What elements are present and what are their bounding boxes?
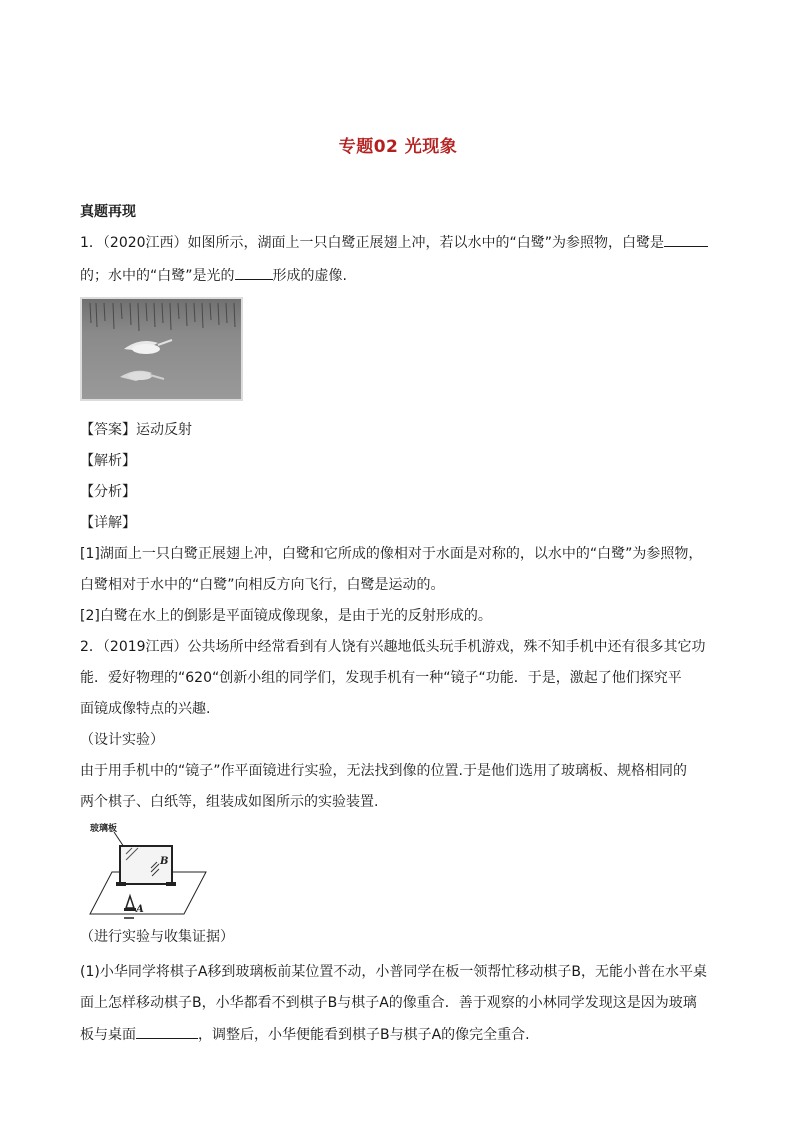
q2-design-heading: （设计实验） [80, 732, 164, 748]
q1-blank-1 [664, 232, 708, 247]
egret-photo [80, 297, 243, 401]
document-page [80, 0, 716, 1123]
q1-detail-2: [2]白鹭在水上的倒影是平面镜成像现象，是由于光的反射形成的。 [80, 608, 492, 624]
glass-stand-left [116, 882, 126, 886]
piece-b-label: B [160, 856, 169, 867]
piece-a-label: A [136, 904, 144, 915]
q2-step1-c-text-1: 板与桌面 [80, 1027, 136, 1043]
q2-step1-b: 面上怎样移动棋子B，小华都看不到棋子B与棋子A的像重合．善于观察的小林同学发现这是因为玻璃 [80, 995, 697, 1011]
q1-analysis-tag: 【解析】 [80, 453, 136, 469]
q2-step1-c [80, 1024, 716, 1045]
q1-detail-tag: 【详解】 [80, 515, 136, 531]
q1-detail-1b: 白鹭相对于水中的“白鹭”向相反方向飞行，白鹭是运动的。 [80, 577, 445, 593]
q2-line-1: 2．（2019江西）公共场所中经常看到有人饶有兴趣地低头玩手机游戏，殊不知手机中还有很多其它功 [80, 639, 706, 655]
q2-blank-1 [136, 1024, 198, 1039]
q2-step1-c-text-2: ，调整后，小华便能看到棋子B与棋子A的像完全重合. [198, 1027, 530, 1043]
chess-piece-a [124, 896, 136, 911]
q2-para-2: 两个棋子、白纸等，组装成如图所示的实验装置. [80, 794, 379, 810]
q2-line-2: 能．爱好物理的“620“创新小组的同学们，发现手机有一种“镜子“功能．于是，激起了他们探究平 [80, 670, 682, 686]
experiment-diagram [88, 820, 208, 920]
q1-fenxi-tag: 【分析】 [80, 484, 136, 500]
q2-collect-heading: （进行实验与收集证据） [80, 929, 234, 945]
section-heading: 真题再现 [80, 204, 136, 220]
document-title: 专题02 光现象 [338, 137, 458, 157]
q1-detail-1a: [1]湖面上一只白鹭正展翅上冲，白鹭和它所成的像相对于水面是对称的，以水中的“白鹭”为参照物， [80, 546, 703, 562]
glass-stand-right [166, 882, 176, 886]
q2-step1-a: (1)小华同学将棋子A移到玻璃板前某位置不动，小普同学在板一领帮忙移动棋子B，无能小普在水平桌 [80, 964, 708, 980]
answer-tag: 【答案】 [80, 422, 136, 438]
q1-line-2 [80, 265, 716, 286]
q1-line-1 [80, 232, 716, 253]
glass-plate-label: 玻璃板 [90, 824, 118, 834]
q2-line-3: 面镜成像特点的兴趣. [80, 701, 211, 717]
q2-para-1: 由于用手机中的“镜子”作平面镜进行实验，无法找到像的位置.于是他们选用了玻璃板、规格相同的 [80, 763, 687, 779]
q1-answer [80, 420, 716, 440]
q1-blank-2 [235, 265, 273, 280]
q1-stem-text-2: 的；水中的“白鹭”是光的 [80, 268, 235, 284]
q1-stem-text: 1．（2020江西）如图所示，湖面上一只白鹭正展翅上冲，若以水中的“白鹭”为参照物，白鹭是 [80, 235, 665, 251]
q1-stem-text-3: 形成的虚像. [272, 268, 347, 284]
answer-text: 运动反射 [136, 422, 192, 438]
